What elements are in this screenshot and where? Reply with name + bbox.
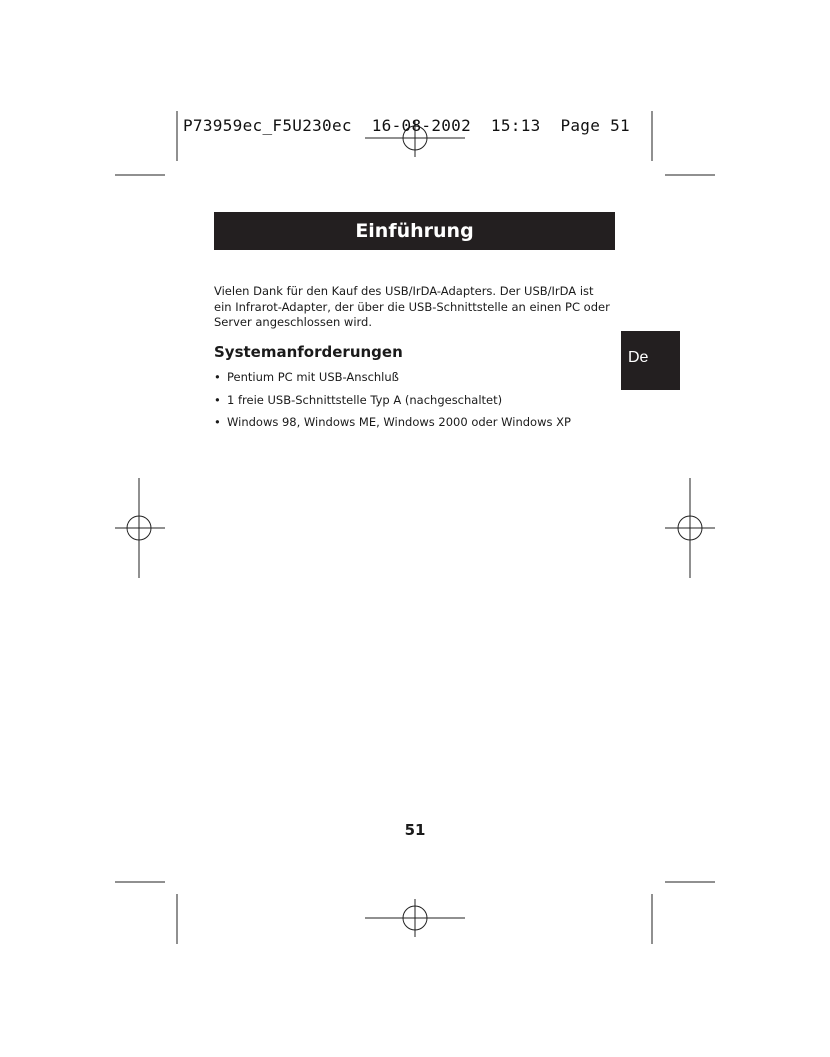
page-title: Einführung (355, 220, 474, 242)
list-item-text: Windows 98, Windows ME, Windows 2000 oder Windows XP (227, 415, 571, 429)
list-item (214, 370, 571, 393)
bullet-icon: • (214, 415, 221, 429)
bullet-icon: • (214, 392, 221, 407)
section-heading-system-requirements: Systemanforderungen (214, 343, 403, 361)
registration-target-bottom (365, 899, 465, 937)
list-item (214, 415, 571, 438)
print-slug-header: P73959ec_F5U230ec 16-08-2002 15:13 Page 51 (183, 116, 630, 135)
list-item (214, 393, 571, 416)
list-item-text: 1 freie USB-Schnittstelle Typ A (nachgeschaltet) (227, 392, 503, 407)
list-item-text: Pentium PC mit USB-Anschluß (227, 370, 399, 384)
intro-paragraph: Vielen Dank für den Kauf des USB/IrDA-Adapters. Der USB/IrDA ist ein Infrarot-Adapter, der über die USB-Schnittstelle an einen PC oder Server angeschlossen wird. (214, 284, 610, 329)
language-tab (621, 331, 680, 390)
registration-target-left (115, 478, 165, 578)
page-number: 51 (404, 821, 426, 839)
requirements-list (214, 370, 571, 438)
language-tab-label: De (628, 349, 649, 366)
bullet-icon: • (214, 370, 221, 384)
registration-target-right (665, 478, 715, 578)
title-banner (214, 212, 615, 250)
